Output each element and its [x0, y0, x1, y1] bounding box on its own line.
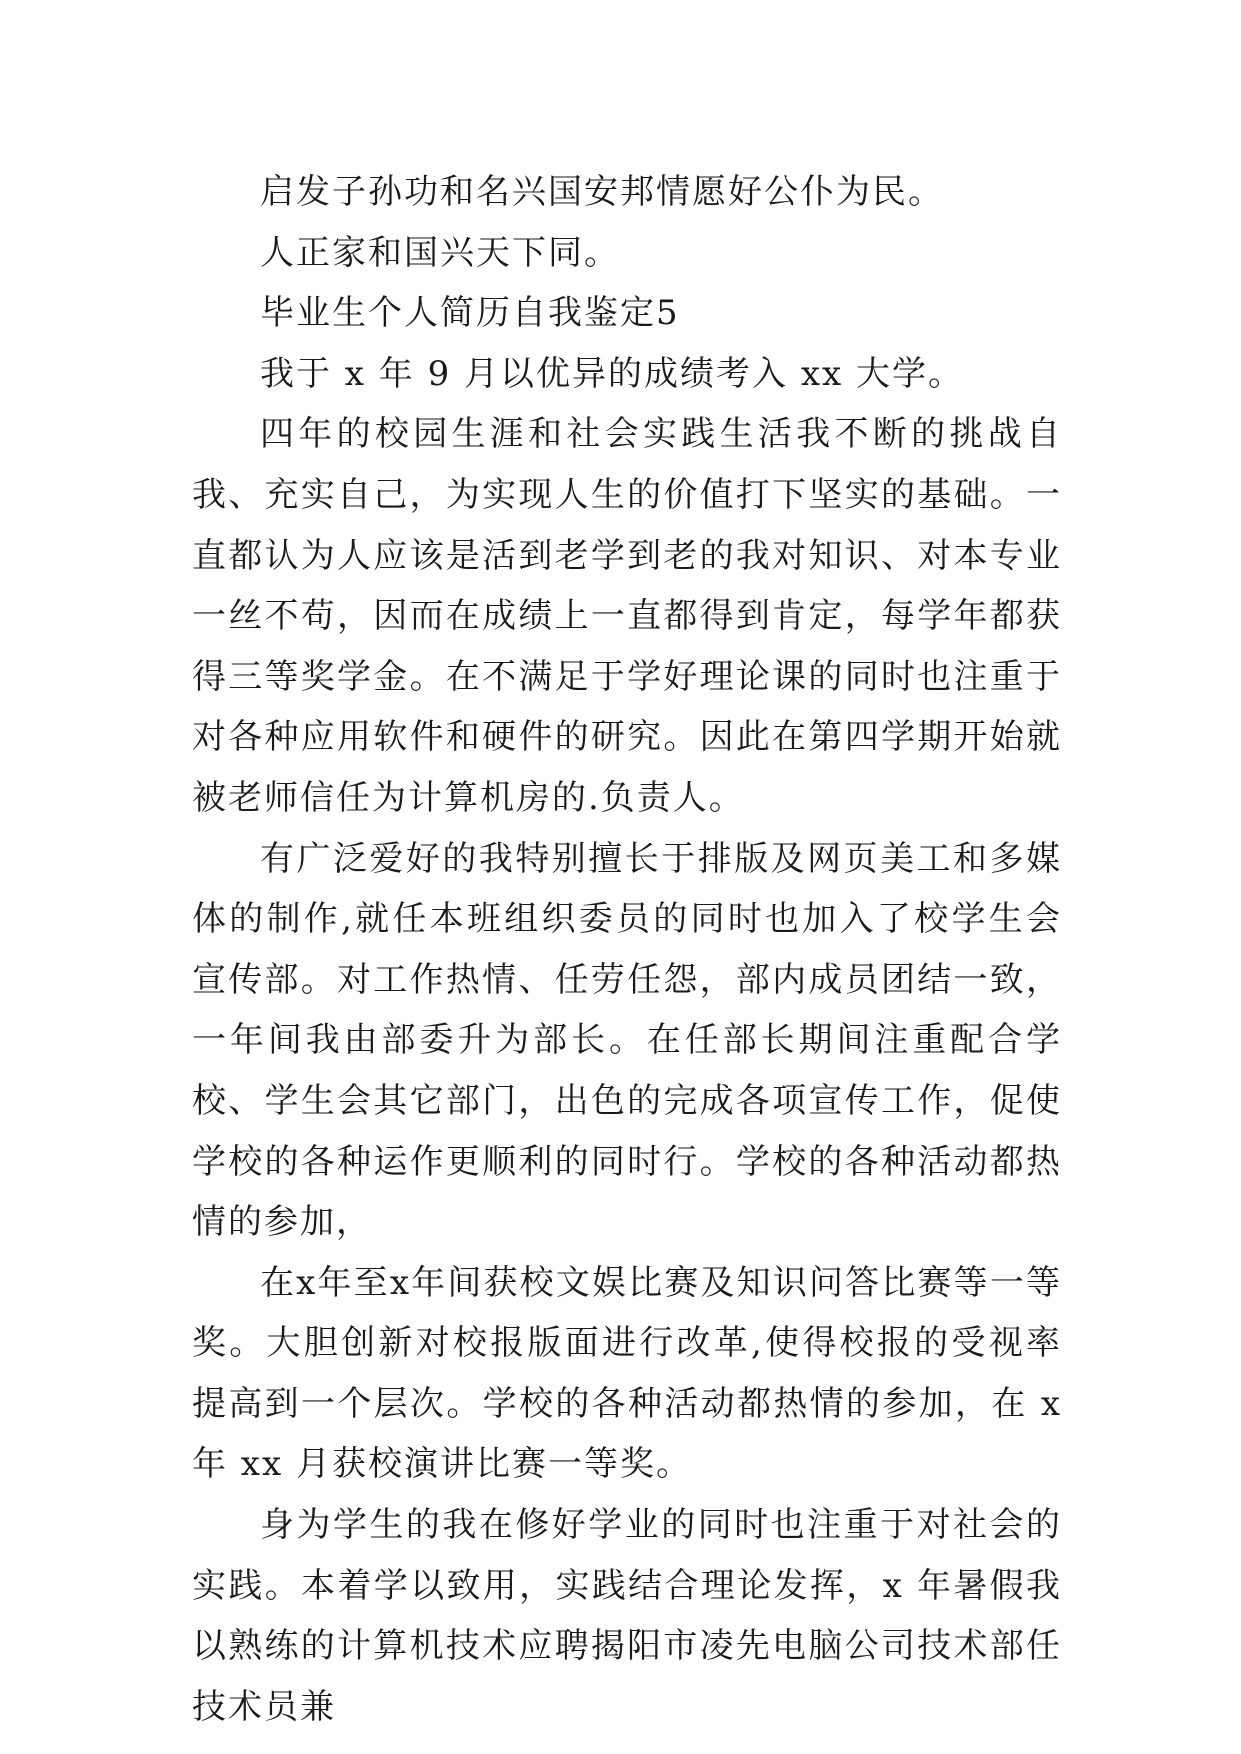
section-heading: 毕业生个人简历自我鉴定5 [260, 293, 680, 334]
paragraph-7: 身为学生的我在修好学业的同时也注重于对社会的实践。本着学以致用，实践结合理论发挥，x 年暑假我以熟练的计算机技术应聘揭阳市凌先电脑公司技术部任技术员兼 [192, 1505, 1062, 1727]
paragraph-6: 在x年至x年间获校文娱比赛及知识问答比赛等一等奖。大胆创新对校报版面进行改革,使得校报的受视率提高到一个层次。学校的各种活动都热情的参加，在 x 年 xx 月获校演讲比赛一等奖。 [192, 1262, 1062, 1485]
document-body [192, 162, 1062, 1737]
paragraph-4: 四年的校园生涯和社会实践生活我不断的挑战自我、充实自己，为实现人生的价值打下坚实的基础。一直都认为人应该是活到老学到老的我对知识、对本专业一丝不苟，因而在成绩上一直都得到肯定，每学年都获得三等奖学金。在不满足于学好理论课的同时也注重于对各种应用软件和硬件的研究。因此在第四学期开始就被老师信任为计算机房的.负责人。 [192, 414, 1062, 818]
paragraph-1: 启发子孙功和名兴国安邦情愿好公仆为民。 [260, 172, 944, 212]
paragraph-5: 有广泛爱好的我特别擅长于排版及网页美工和多媒体的制作,就任本班组织委员的同时也加入了校学生会宣传部。对工作热情、任劳任怨，部内成员团结一致，一年间我由部委升为部长。在任部长期间注重配合学校、学生会其它部门，出色的完成各项宣传工作，促使学校的各种运作更顺利的同时行。学校的各种活动都热情的参加， [192, 838, 1062, 1243]
paragraph-3: 我于 x 年 9 月以优异的成绩考入 xx 大学。 [260, 353, 965, 394]
paragraph-2: 人正家和国兴天下同。 [260, 232, 620, 273]
